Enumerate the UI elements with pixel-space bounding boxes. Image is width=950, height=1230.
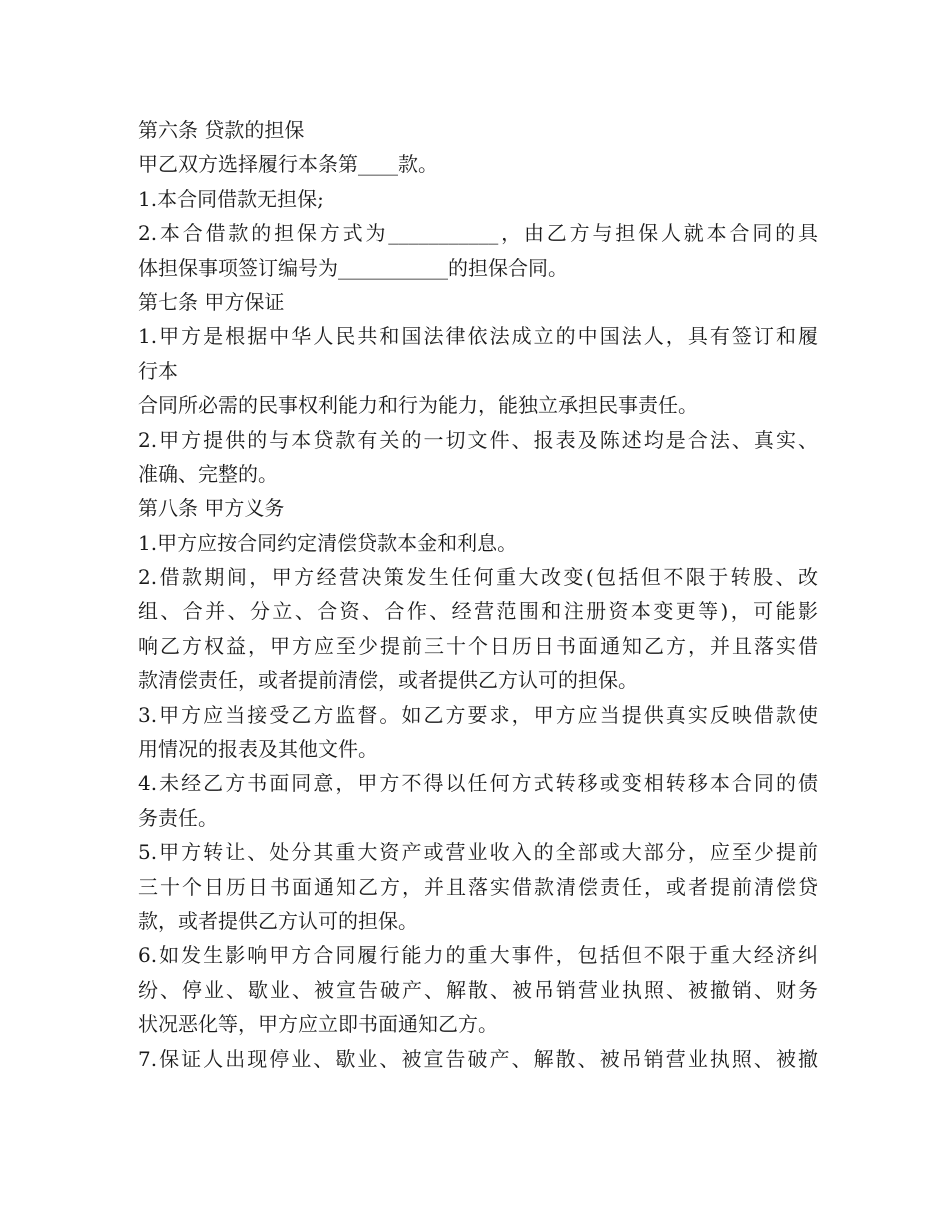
text-line: 4.未经乙方书面同意，甲方不得以任何方式转移或变相转移本合同的债 xyxy=(138,771,818,796)
text-line: 纷、停业、歇业、被宣告破产、解散、被吊销营业执照、被撤销、财务 xyxy=(138,977,818,1002)
text-line: 第八条 甲方义务 xyxy=(138,496,285,521)
text-line: 款，或者提供乙方认可的担保。 xyxy=(138,908,418,933)
text-line: 行本 xyxy=(138,358,178,383)
text-line: 合同所必需的民事权利能力和行为能力，能独立承担民事责任。 xyxy=(138,393,698,418)
document-body xyxy=(138,113,818,1076)
text-line: 用情况的报表及其他文件。 xyxy=(138,737,378,762)
text-line: 2.借款期间，甲方经营决策发生任何重大改变(包括但不限于转股、改 xyxy=(138,565,818,590)
text-line: 响乙方权益，甲方应至少提前三十个日历日书面通知乙方，并且落实借 xyxy=(138,633,818,658)
text-line: 1.甲方是根据中华人民共和国法律依法成立的中国法人，具有签订和履 xyxy=(138,324,818,349)
text-line: 2.甲方提供的与本贷款有关的一切文件、报表及陈述均是合法、真实、 xyxy=(138,427,818,452)
text-line: 状况恶化等，甲方应立即书面通知乙方。 xyxy=(138,1012,498,1037)
text-line: 5.甲方转让、处分其重大资产或营业收入的全部或大部分，应至少提前 xyxy=(138,840,818,865)
text-line: 第七条 甲方保证 xyxy=(138,289,285,314)
text-line: 1.甲方应按合同约定清偿贷款本金和利息。 xyxy=(138,530,518,555)
text-line: 1.本合同借款无担保; xyxy=(138,186,324,211)
text-line: 款清偿责任，或者提前清偿，或者提供乙方认可的担保。 xyxy=(138,668,638,693)
text-line: 务责任。 xyxy=(138,805,218,830)
text-line: 三十个日历日书面通知乙方，并且落实借款清偿责任，或者提前清偿贷 xyxy=(138,874,818,899)
text-line: 2.本合借款的担保方式为___________，由乙方与担保人就本合同的具 xyxy=(138,221,818,246)
text-line: 组、合并、分立、合资、合作、经营范围和注册资本变更等)，可能影 xyxy=(138,599,818,624)
text-line: 甲乙双方选择履行本条第____款。 xyxy=(138,152,438,177)
text-line: 7.保证人出现停业、歇业、被宣告破产、解散、被吊销营业执照、被撤 xyxy=(138,1046,818,1071)
text-line: 体担保事项签订编号为___________的担保合同。 xyxy=(138,255,568,280)
text-line: 6.如发生影响甲方合同履行能力的重大事件，包括但不限于重大经济纠 xyxy=(138,943,818,968)
text-line: 准确、完整的。 xyxy=(138,461,278,486)
text-line: 3.甲方应当接受乙方监督。如乙方要求，甲方应当提供真实反映借款使 xyxy=(138,702,818,727)
text-line: 第六条 贷款的担保 xyxy=(138,118,305,142)
